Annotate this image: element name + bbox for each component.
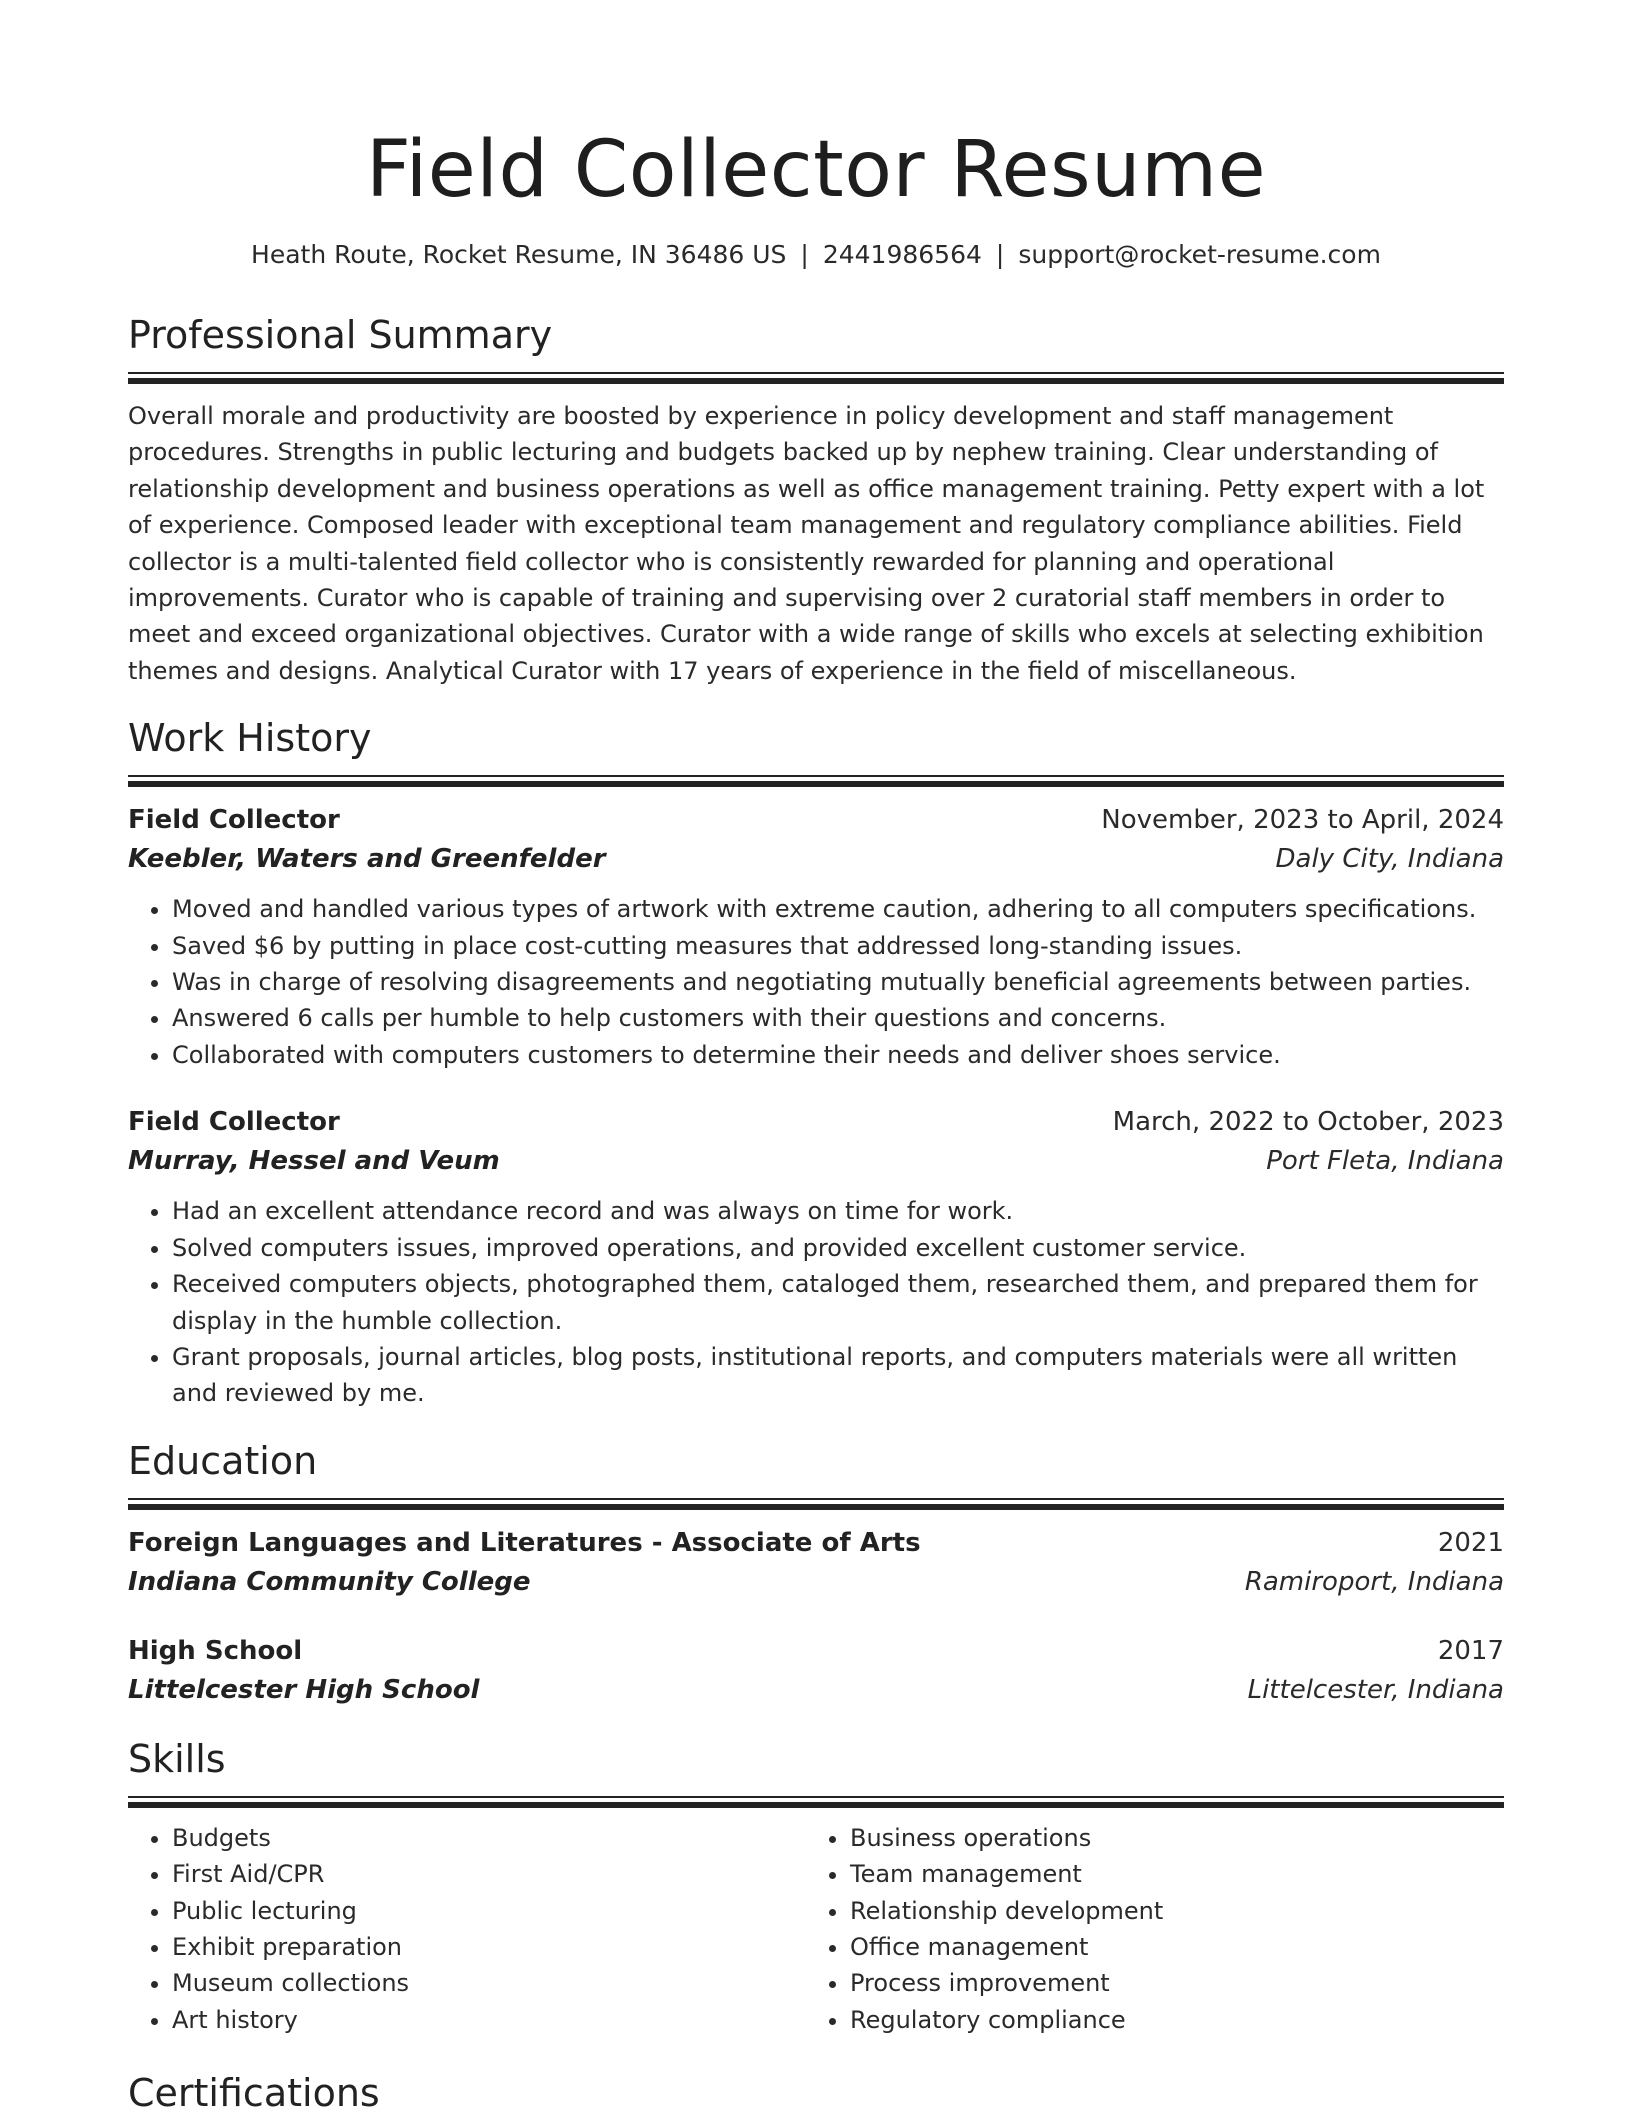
certifications-section (128, 2068, 1504, 2118)
degree: Foreign Languages and Literatures - Associate of Arts (128, 1527, 921, 1558)
summary-text: Overall morale and productivity are boosted by experience in policy development and staff management procedures. Strengths in public lecturing and budgets backed up by nephew training. Clear understanding of relationship development and business operations as well as office management training. Petty expert with a lot of experience. Composed leader with exceptional team management and regulatory compliance abilities. Field collector is a multi-talented field collector who is consistently rewarded for planning and operational improvements. Curator who is capable of training and supervising over 2 curatorial staff members in order to meet and exceed organizational objectives. Curator with a wide range of skills who excels at selecting exhibition themes and designs. Analytical Curator with 17 years of experience in the field of miscellaneous. (128, 402, 1485, 685)
list-item: • Had an excellent attendance record and was always on time for work. (172, 1193, 1504, 1229)
school-name: Indiana Community College (128, 1566, 531, 1597)
skill-item: • Exhibit preparation (172, 1929, 806, 1965)
separator: | (995, 240, 1005, 269)
list-item: • Grant proposals, journal articles, blog posts, institutional reports, and computers materials were all written and reviewed by me. (172, 1339, 1504, 1412)
section-title-summary: Professional Summary (128, 313, 553, 357)
section-divider (128, 775, 1504, 787)
work-history-section (128, 713, 1504, 1411)
skills-column-left (128, 1820, 806, 2038)
education-entry (128, 1524, 1504, 1602)
list-item: • Was in charge of resolving disagreements and negotiating mutually beneficial agreements between parties. (172, 964, 1504, 1000)
job-dates: November, 2023 to April, 2024 (1101, 805, 1504, 836)
email-link[interactable]: support@rocket-resume.com (1018, 240, 1381, 269)
skill-item: • Business operations (850, 1820, 1484, 1856)
school-location: Ramiroport, Indiana (1244, 1566, 1504, 1597)
skills-column-right (806, 1820, 1484, 2038)
job-duties (128, 1193, 1504, 1411)
skill-item: • Public lecturing (172, 1893, 806, 1929)
resume-page (128, 0, 1504, 2118)
separator: | (800, 240, 809, 269)
job-entry (128, 801, 1504, 1073)
skills-list (128, 1820, 1504, 2038)
summary-section (128, 310, 1504, 689)
education-entry (128, 1632, 1504, 1710)
skill-item: • Budgets (172, 1820, 806, 1856)
education-section (128, 1436, 1504, 1710)
skill-item: • Relationship development (850, 1893, 1484, 1929)
skill-item: • Team management (850, 1856, 1484, 1892)
section-title-education: Education (128, 1438, 318, 1483)
list-item: • Solved computers issues, improved operations, and provided excellent customer service. (172, 1230, 1504, 1266)
skill-item: • Office management (850, 1929, 1484, 1965)
list-item: • Received computers objects, photographed them, cataloged them, researched them, and prepared them for display in the humble collection. (172, 1266, 1504, 1339)
skill-item: • First Aid/CPR (172, 1856, 806, 1892)
list-item: • Moved and handled various types of artwork with extreme caution, adhering to all computers specifications. (172, 891, 1504, 927)
graduation-year: 2021 (1437, 1527, 1504, 1558)
section-divider (128, 1796, 1504, 1808)
section-title-certifications: Certifications (128, 2071, 380, 2116)
section-title-work: Work History (128, 716, 372, 761)
graduation-year: 2017 (1437, 1635, 1504, 1666)
contact-line (128, 238, 1504, 272)
list-item: • Saved $6 by putting in place cost-cutting measures that addressed long-standing issues. (172, 928, 1504, 964)
address: Heath Route, Rocket Resume, IN 36486 US (251, 240, 787, 269)
job-dates: March, 2022 to October, 2023 (1112, 1107, 1504, 1138)
job-title: Field Collector (128, 805, 340, 836)
skills-section (128, 1734, 1504, 2038)
section-divider (128, 1498, 1504, 1510)
list-item: • Collaborated with computers customers to determine their needs and deliver shoes service. (172, 1037, 1504, 1073)
company-name: Murray, Hessel and Veum (128, 1146, 500, 1177)
job-entry (128, 1103, 1504, 1411)
skill-item: • Process improvement (850, 1965, 1484, 2001)
job-title: Field Collector (128, 1107, 340, 1138)
school-name: Littelcester High School (128, 1674, 480, 1705)
section-title-skills: Skills (128, 1736, 226, 1781)
job-location: Daly City, Indiana (1275, 844, 1504, 875)
skill-item: • Art history (172, 2002, 806, 2038)
list-item: • Answered 6 calls per humble to help customers with their questions and concerns. (172, 1000, 1504, 1036)
degree: High School (128, 1635, 303, 1666)
section-divider (128, 372, 1504, 384)
phone: 2441986564 (822, 240, 982, 269)
page-title: Field Collector Resume (365, 125, 1267, 215)
job-location: Port Fleta, Indiana (1266, 1146, 1504, 1177)
company-name: Keebler, Waters and Greenfelder (128, 844, 606, 875)
school-location: Littelcester, Indiana (1247, 1674, 1504, 1705)
job-duties (128, 891, 1504, 1073)
skill-item: • Regulatory compliance (850, 2002, 1484, 2038)
skill-item: • Museum collections (172, 1965, 806, 2001)
